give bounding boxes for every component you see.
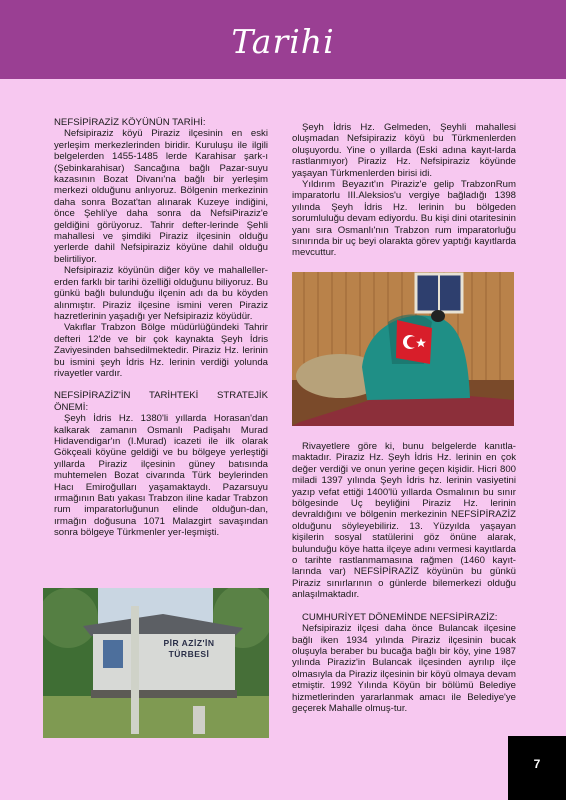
paragraph: Nefsipiraziz köyü Piraziz ilçesinin en eski yerleşim merkezlerinden biridir. Kuruluşu ile ilgili belgelerden 1455-1485 lerde Karahisar şark-ı (Şebinkarahisar) Sancağına bağlı Pazar-suyu kazasının Bozat Divanı'na bağlı bir yerleşim merkezi olduğunu anlıyoruz. Bölgenin merkezinin daha sonra Bozat'tan alınarak Kuzeye indiğini, önce Şehli'ye daha sonra da NefsiPiraziz'e geldiğini görüyoruz. Tahrir defter-lerinde Şehli mahallesi ve şimdiki Piraziz ilçesinin olduğu yerlerde dahil Nefsipiraziz köyüne dahil olduğu belirtiliyor. xyxy=(54,128,268,265)
paragraph: Rivayetlere göre ki, bunu belgelerde kanıtla-maktadır. Piraziz Hz. Şeyh İdris Hz. lerinin en çok değer verdiği ve onun yerine geçen kişidir. Hicri 800 miladi 1397 yılında Şeyh İdris hz. lerinin vasiyetini yazıp vefat ettiği 1400'lü yıllarda Osmalının bu sınır bölgesinde Uç beyliğini Piraziz Hz. lerinin devraldığını ve bölgenin merkezinin NEFSİPİRAZİZ olduğunu söyleyebiliriz. 13. Yüzyılda yaşayan kişilerin sosyal statülerini göz önüne alarak, bulunduğu köye hatta ilçeye adını vermesi kayıtlarda o tarihte rastlanmamasına rağmen (1460 kayıt-larında var) NEFSİPİRAZİZ köyünün bu günkü Piraziz sınırlarının o günlerde bilemerkezi olduğu anlaşılmaktadır. xyxy=(292,441,516,601)
paragraph: Yıldırım Beyazıt'ın Piraziz'e gelip TrabzonRum imparatorlu III.Aleksios'u vergiye bağladığı 1398 yılında Şeyh İdris Hz. lerinin bu bölgeden sorumluluğu devam ediyordu. Bu kişi dini otaritesinin yanı sıra Osmanlı'nın Trabzon rum imparatorluğu sınırında bir uç beyi olarakta görev yaptığı kayıtlarda mevcuttur. xyxy=(292,179,516,259)
tomb-sign-text: PİR AZİZ'İN TÜRBESİ xyxy=(163,638,215,659)
paragraph: Vakıflar Trabzon Bölge müdürlüğündeki Tahrir defteri 12'de ve bir çok kaynakta Şeyh İdris Zaviyesinden bahsedilmektedir. Piraziz Hz. lerinin bu ismini şeyh İdris Hz. lerinin verdiği yolunda rivayetler vardır. xyxy=(54,322,268,379)
page-number: 7 xyxy=(508,736,566,800)
right-column xyxy=(292,122,516,259)
paragraph: Nefsipiraziz köyünün diğer köy ve mahalleller-erden farklı bir tarihi özelliği olduğunu biliyoruz. Bu günkü bağlı bulunduğu ilçenin adı da bu köyden alınmıştır. Piraziz ilçesine ismini veren Piraziz hazretlerinin yaşadığı yer Nefsipiraziz köyüdür. xyxy=(54,265,268,322)
page-header-band xyxy=(0,0,566,79)
tomb-exterior-illustration xyxy=(43,588,269,738)
tomb-interior-photo xyxy=(292,272,514,426)
page-title: Tarihi xyxy=(231,22,335,61)
paragraph: Nefsipiraziz ilçesi daha önce Bulancak ilçesine bağlı iken 1934 yılında Piraziz ilçesinin bucak oluşuyla beraber bu bucağa bağlı bir köy, yine 1987 yılında Piraziz'in Bulancak ilçesinden ayrılıp ilçe olmasıyla da Piraziz ilçesinin bir köyü olmaya devam etmiştir. 1992 Yılında Köyün bir bölümü Belediye hizmetlerinden yararlanmak amacı ile Belediye'ye geçerek Mahalle olmuş-tur. xyxy=(292,623,516,714)
paragraph: Şeyh İdris Hz. Gelmeden, Şeyhli mahallesi oluşmadan Nefsipiraziz köyü bu Türkmenlerden oluşuyordu. Yine o yıllarda (Eski adına kayıt-larda rastlanmıyor) Piraziz Hz. Nefsipiraziz köyünde yaşayan Türkmenlerden birisi idi. xyxy=(292,122,516,179)
right-column-lower xyxy=(292,441,516,714)
tomb-interior-illustration xyxy=(292,272,514,426)
left-column xyxy=(54,117,268,539)
paragraph: Şeyh İdris Hz. 1380'li yıllarda Horasan'dan kalkarak zamanın Osmanlı Padişahı Murad Hidavendigar'ın (I.Murad) icazeti ile ilk olarak Gökçeali köyüne geldiği ve bu bölgeye yerleştiği yıllarda Piraziz ilçesinin güney batısında muhtemelen Bozat civarında Türk beylerinden Hacı Emiroğulları yaşamaktaydı. Pazarsuyu ırmağının Batı yakası Trabzon iline kadar Trabzon rum imparatorluğunun elinde olduğun-dan, ırmağın doğusuna 1071 Malazgirt savaşından sonra bölgeye Türkmenler yer-leşmişti. xyxy=(54,413,268,539)
section-heading-village-history: NEFSİPİRAZİZ KÖYÜNÜN TARİHİ: xyxy=(54,117,206,128)
section-heading-strategic-importance: NEFSİPİRAZİZ'İN TARİHTEKİ STRATEJİK ÖNEMİ: xyxy=(54,390,268,413)
section-heading-republic-era: CUMHURİYET DÖNEMİNDE NEFSİPİRAZİZ: xyxy=(302,611,498,623)
tomb-exterior-photo xyxy=(43,588,269,738)
